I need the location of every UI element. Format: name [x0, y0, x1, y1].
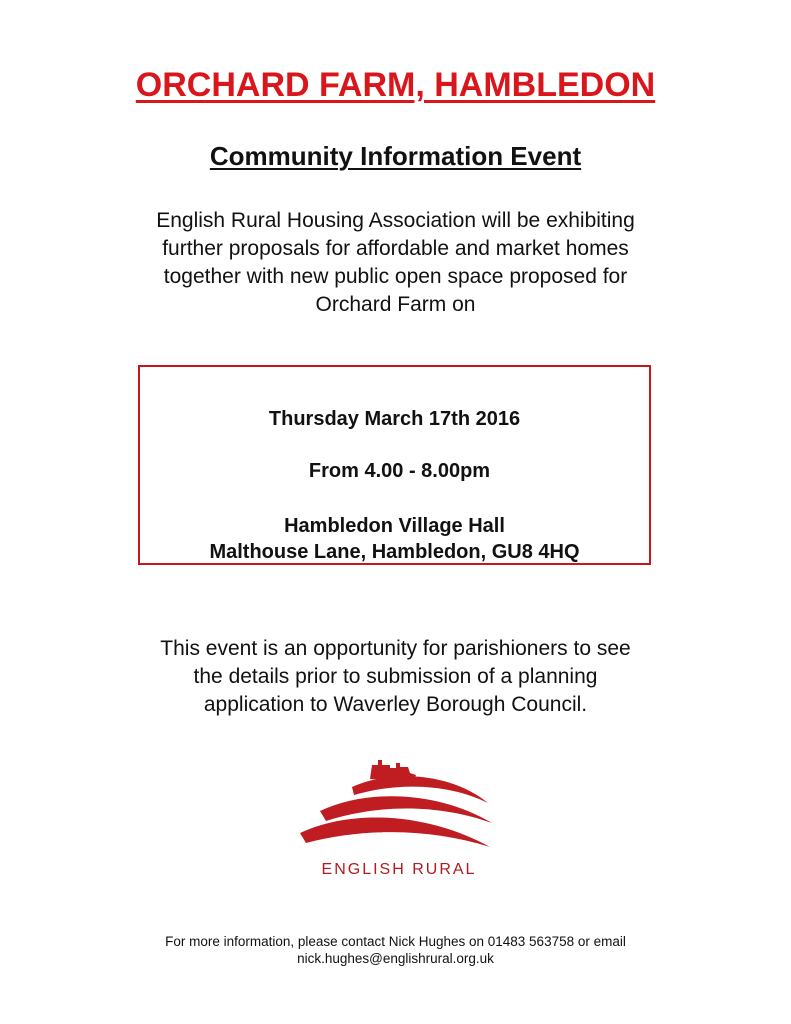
closing-line: application to Waverley Borough Council. — [203, 693, 588, 716]
contact-footer — [60, 933, 731, 967]
page-subtitle: Community Information Event — [209, 141, 582, 171]
intro-line: together with new public open space proposed for — [163, 265, 628, 288]
event-date: Thursday March 17th 2016 — [268, 408, 521, 430]
intro-line: Orchard Farm on — [315, 293, 476, 316]
event-time: From 4.00 - 8.00pm — [308, 460, 491, 482]
event-venue-block — [140, 513, 649, 565]
event-venue: Hambledon Village Hall — [284, 515, 505, 537]
english-rural-swoosh-icon — [292, 743, 506, 861]
event-address: Malthouse Lane, Hambledon, GU8 4HQ — [209, 541, 580, 563]
page-title: ORCHARD FARM, HAMBLEDON — [135, 66, 656, 104]
logo-wordmark: ENGLISH RURAL — [321, 861, 477, 878]
intro-line: further proposals for affordable and market homes — [162, 237, 629, 260]
closing-paragraph — [80, 635, 711, 719]
intro-line: English Rural Housing Association will be exhibiting — [156, 209, 635, 232]
intro-paragraph — [80, 207, 711, 319]
footer-email: nick.hughes@englishrural.org.uk — [297, 951, 494, 966]
english-rural-logo — [292, 743, 506, 893]
event-details-box — [138, 365, 651, 565]
closing-line: the details prior to submission of a planning — [193, 665, 598, 688]
closing-line: This event is an opportunity for parishioners to see — [160, 637, 631, 660]
footer-contact-line: For more information, please contact Nick Hughes on 01483 563758 or email — [165, 934, 626, 949]
